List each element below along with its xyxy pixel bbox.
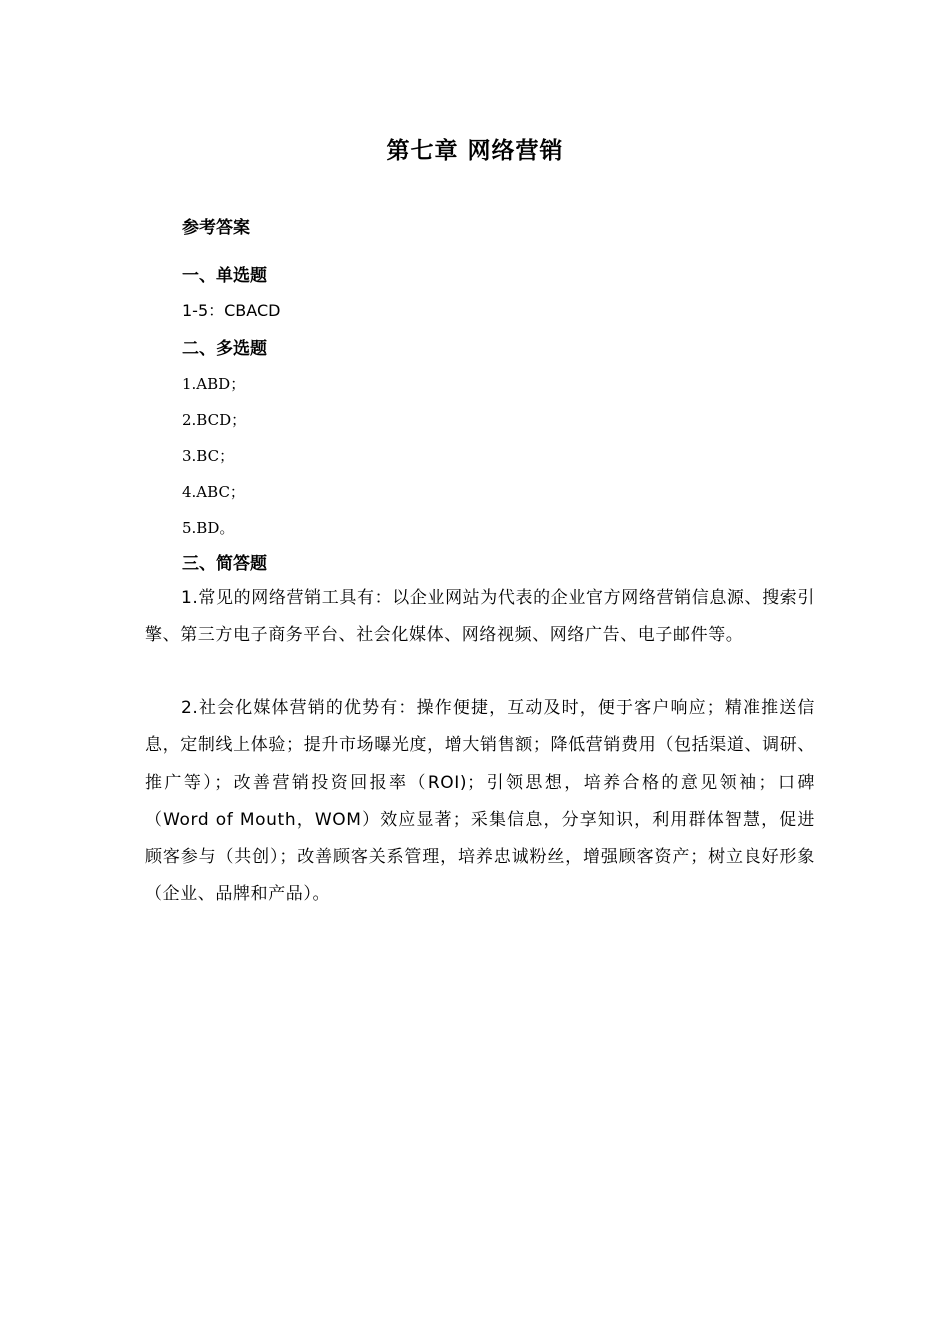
single-choice-answer: 1-5：CBACD xyxy=(182,301,281,320)
section-heading-multiple-choice: 二、多选题 xyxy=(182,339,267,359)
short-answer-paragraph-1: 1.常见的网络营销工具有：以企业网站为代表的企业官方网络营销信息源、搜索引擎、第三方电子商务平台、社会化媒体、网络视频、网络广告、电子邮件等。 xyxy=(145,588,815,646)
page-title: 第七章 网络营销 xyxy=(386,138,564,164)
multiple-choice-answer-1: 1.ABD； xyxy=(182,375,246,393)
short-answer-paragraph-2: 2.社会化媒体营销的优势有：操作便捷，互动及时，便于客户响应；精准推送信息，定制线上体验；提升市场曝光度，增大销售额；降低营销费用（包括渠道、调研、推广等）；改善营销投资回报率（ROI)；引领思想，培养合格的意见领袖；口碑（Word of Mouth，WOM）效应显著；采集信息，分享知识，利用群体智慧，促进顾客参与（共创）；改善顾客关系管理，培养忠诚粉丝，增强顾客资产；树立良好形象（企业、品牌和产品）。 xyxy=(145,698,815,905)
multiple-choice-answer-3: 3.BC； xyxy=(182,447,235,465)
multiple-choice-answer-5: 5.BD。 xyxy=(182,519,235,537)
multiple-choice-answer-4: 4.ABC； xyxy=(182,483,245,501)
section-heading-short-answer: 三、简答题 xyxy=(182,554,267,574)
section-heading-single-choice: 一、单选题 xyxy=(182,266,267,286)
multiple-choice-answer-2: 2.BCD； xyxy=(182,411,247,429)
answer-label: 参考答案 xyxy=(182,218,250,238)
